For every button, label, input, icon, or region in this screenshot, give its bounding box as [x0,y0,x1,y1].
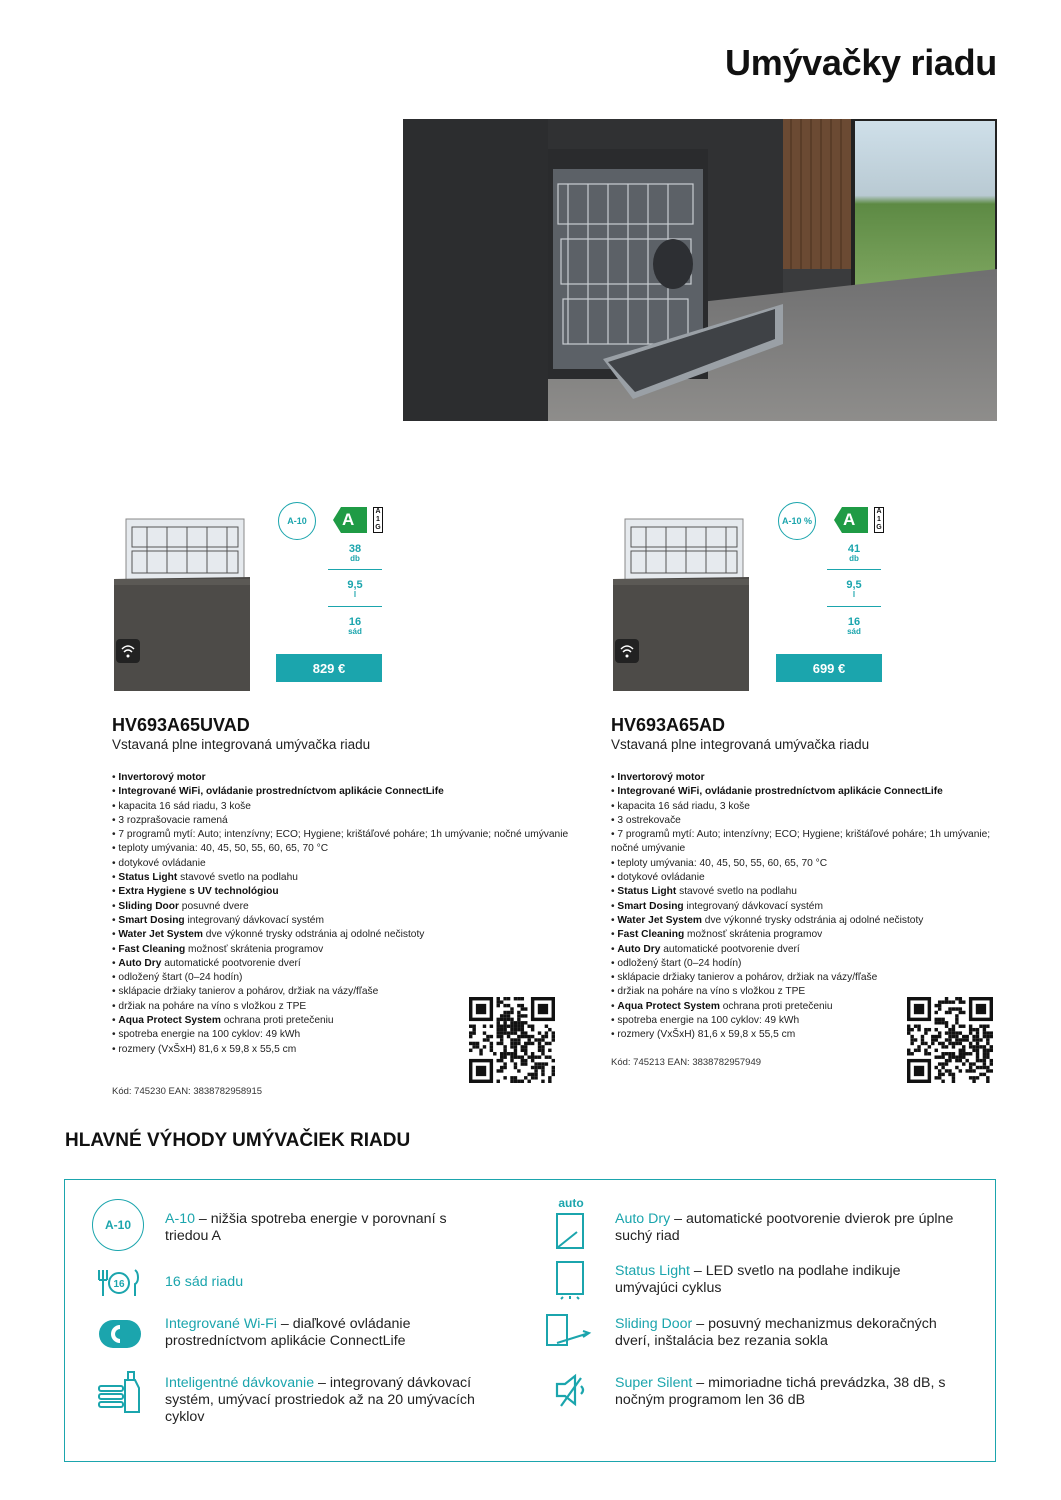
feature-item-text: teploty umývania: 40, 45, 50, 55, 60, 65, 70 °C [617,857,828,869]
feature-item: • Fast Cleaning možnosť skrátenia programov [611,929,823,941]
feature-item-bold: Invertorový motor [118,772,206,783]
benefit-dosing-text: – integrovaný dávkovací systém, umývací prostriedok až na 20 umývacích cyklov [165,1375,475,1425]
benefit-autodry-text: – automatické pootvorenie dvierok pre úplne suchý riad [615,1211,954,1244]
feature-item: • držiak na poháre na víno s vložkou z TPE [611,986,806,998]
divider [328,569,382,570]
feature-item: • kapacita 16 sád riadu, 3 koše [112,800,251,812]
capacity-spec [827,617,881,637]
feature-item: • 3 ostrekovače [611,814,681,826]
energy-scale [373,507,383,533]
feature-item-bold: Extra Hygiene s UV technológiou [118,886,279,898]
feature-item-text: sklápacie držiaky tanierov a pohárov, držiak na vázy/fľaše [118,986,379,998]
feature-item-text: 7 programů mytí: Auto; intenzívny; ECO; Hygiene; krištáľové poháre; 1h umývanie; nočné umývanie [611,829,991,855]
auto-dry-label: auto [558,1196,584,1210]
feature-item-bold: Fast Cleaning [617,929,685,941]
energy-efficiency-badge: A-10 % [778,502,816,540]
benefit-sliding [615,1316,975,1350]
sliding-door-icon [543,1313,595,1353]
feature-item-text: spotreba energie na 100 cyklov: 49 kWh [617,1015,800,1027]
noise-value: 38 [348,543,362,555]
feature-item: • dotykové ovládanie [611,872,705,884]
feature-item-bold: Water Jet System [617,914,702,926]
divider [827,606,881,607]
benefit-silent-text: – mimoriadne tichá prevádzka, 38 dB, s nočným programom len 36 dB [615,1375,946,1408]
benefit-wifi-title: Integrované Wi-Fi [165,1316,277,1332]
feature-item-bold: Invertorový motor [617,772,705,783]
benefit-silent-title: Super Silent [615,1375,693,1391]
feature-item: • odložený štart (0–24 hodín) [112,972,243,984]
benefit-dosing-title: Inteligentné dávkovanie [165,1375,315,1391]
benefit-status-title: Status Light [615,1263,690,1279]
product-model: HV693A65AD [611,715,726,735]
feature-item-text: automatické pootvorenie dverí [161,957,301,969]
capacity-unit: sád [348,627,362,636]
feature-item-text: 7 programů mytí: Auto; intenzívny; ECO; Hygiene; krištáľové poháre; 1h umývanie; nočné umývanie [118,829,569,841]
auto-dry-door-icon [551,1212,591,1250]
capacity-spec [328,617,382,637]
benefit-a10-title: A-10 [165,1211,195,1227]
product-model: HV693A65UVAD [112,715,250,735]
feature-item: • sklápacie držiaky tanierov a pohárov, držiak na vázy/fľaše [112,986,379,998]
divider [328,606,382,607]
feature-item-bold: Fast Cleaning [118,943,186,955]
feature-item: • odložený štart (0–24 hodín) [611,957,742,969]
feature-item-bold: Status Light [118,872,178,884]
benefit-sets-title: 16 sád riadu [165,1274,244,1290]
feature-item-text: teploty umývania: 40, 45, 50, 55, 60, 65, 70 °C [118,843,329,855]
benefits-heading: HLAVNÉ VÝHODY UMÝVAČIEK RIADU [65,1130,411,1151]
feature-item: • dotykové ovládanie [112,857,206,869]
feature-item: • rozmery (VxŠxH) 81,6 x 59,8 x 55,5 cm [611,1029,796,1041]
feature-item-bold: Water Jet System [118,929,203,941]
feature-item: • Auto Dry automatické pootvorenie dverí [611,943,800,955]
status-light-icon [551,1260,591,1300]
feature-item-text: kapacita 16 sád riadu, 3 koše [617,800,750,812]
feature-item-text: odložený štart (0–24 hodín) [118,972,243,984]
feature-item: • 7 programů mytí: Auto; intenzívny; ECO; Hygiene; krištáľové poháre; 1h umývanie; nočné umývanie [112,829,569,841]
energy-scale-mid: 1 [376,516,380,523]
feature-item: • Smart Dosing integrovaný dávkovací systém [611,900,823,912]
detergent-dishes-icon [95,1366,145,1416]
cutlery-16-label: 16 [113,1279,125,1290]
benefit-sets [165,1274,485,1291]
benefit-a10-text: – nižšia spotreba energie v porovnaní s triedou A [165,1211,447,1244]
connectlife-icon [98,1319,142,1349]
energy-scale-top: A [375,508,381,515]
energy-badge-icon: A-10 [92,1199,144,1251]
feature-item: • Smart Dosing integrovaný dávkovací systém [112,914,324,926]
feature-item-text: dve výkonné trysky odstránia aj odolné nečistoty [202,929,425,941]
noise-spec [328,544,382,564]
feature-item-text: 3 rozprašovacie ramená [118,814,228,826]
benefit-dosing [165,1375,515,1426]
page-title: Umývačky riadu [725,42,997,83]
feature-item: • Auto Dry automatické pootvorenie dverí [112,957,301,969]
noise-unit: db [350,554,360,563]
capacity-value: 16 [847,616,861,628]
qr-code[interactable] [469,997,555,1083]
benefit-wifi-text: – diaľkové ovládanie prostredníctvom aplikácie ConnectLife [165,1316,411,1349]
feature-item-text: držiak na poháre na víno s vložkou z TPE [617,986,806,998]
feature-item: • Status Light stavové svetlo na podlahu [611,886,797,898]
benefit-a10 [165,1211,485,1245]
feature-item-text: spotreba energie na 100 cyklov: 49 kWh [118,1029,301,1041]
feature-item: • rozmery (VxŠxH) 81,6 x 59,8 x 55,5 cm [112,1043,297,1055]
capacity-value: 16 [348,616,362,628]
feature-item: • Fast Cleaning možnosť skrátenia programov [112,943,324,955]
feature-item-text: stavové svetlo na podlahu [177,872,298,884]
feature-item-bold: Integrované WiFi, ovládanie prostredníctvom aplikácie ConnectLife [118,786,444,798]
feature-item: • Integrované WiFi, ovládanie prostredníctvom aplikácie ConnectLife [611,786,943,798]
cutlery-16-icon [95,1266,143,1298]
price-tag: 829 € [276,654,382,682]
divider [827,569,881,570]
water-value: 9,5 [347,579,363,591]
benefit-silent [615,1375,975,1409]
feature-item-text: odložený štart (0–24 hodín) [617,957,742,969]
qr-code[interactable] [907,997,993,1083]
feature-item-bold: Smart Dosing [118,914,185,926]
water-spec [328,580,382,600]
capacity-unit: sád [847,627,861,636]
product-code: Kód: 745230 EAN: 3838782958915 [112,1086,263,1097]
feature-item-text: dotykové ovládanie [617,872,705,884]
feature-item: • Integrované WiFi, ovládanie prostredníctvom aplikácie ConnectLife [112,786,444,798]
feature-item: • Extra Hygiene s UV technológiou [112,886,279,898]
energy-scale [874,507,884,533]
feature-item-text: 3 ostrekovače [617,814,681,826]
product-code: Kód: 745213 EAN: 3838782957949 [611,1057,762,1068]
feature-item: • 3 rozprašovacie ramená [112,814,228,826]
energy-scale-mid: 1 [877,516,881,523]
feature-item: • Aqua Protect System ochrana proti pretečeniu [611,1000,833,1012]
feature-item-text: integrovaný dávkovací systém [683,900,823,912]
feature-item: • 7 programů mytí: Auto; intenzívny; ECO; Hygiene; krištáľové poháre; 1h umývanie; nočné umývanie [611,829,991,855]
noise-unit: db [849,554,859,563]
feature-item-text: sklápacie držiaky tanierov a pohárov, držiak na vázy/fľaše [617,972,878,984]
water-value: 9,5 [846,579,862,591]
feature-item-text: rozmery (VxŠxH) 81,6 x 59,8 x 55,5 cm [118,1043,297,1055]
feature-item-text: možnosť skrátenia programov [684,929,823,941]
feature-item-text: dotykové ovládanie [118,857,206,869]
benefit-autodry-title: Auto Dry [615,1211,671,1227]
product-subtitle: Vstavaná plne integrovaná umývačka riadu [611,737,870,752]
benefits-box [64,1179,996,1462]
feature-item-bold: Aqua Protect System [118,1015,221,1027]
feature-item-bold: Auto Dry [118,957,162,969]
silent-icon [551,1370,591,1410]
feature-item: • Invertorový motor [112,772,206,783]
noise-value: 41 [847,543,861,555]
feature-item-text: kapacita 16 sád riadu, 3 koše [118,800,251,812]
energy-class-letter: A [342,510,355,529]
benefit-wifi [165,1316,485,1350]
feature-item: • teploty umývania: 40, 45, 50, 55, 60, 65, 70 °C [112,843,329,855]
benefit-autodry [615,1211,975,1245]
benefit-status [615,1263,955,1297]
feature-item-text: rozmery (VxŠxH) 81,6 x 59,8 x 55,5 cm [617,1029,796,1041]
feature-item: • sklápacie držiaky tanierov a pohárov, držiak na vázy/fľaše [611,972,878,984]
feature-item-bold: Aqua Protect System [617,1000,720,1012]
feature-item-bold: Sliding Door [118,900,179,912]
water-unit: l [852,590,856,599]
feature-item: • Status Light stavové svetlo na podlahu [112,872,298,884]
feature-item-text: integrovaný dávkovací systém [184,914,324,926]
feature-item-text: posuvné dvere [178,900,249,912]
feature-item-bold: Auto Dry [617,943,661,955]
hero-kitchen-photo [403,119,997,421]
water-spec [827,580,881,600]
feature-item: • Invertorový motor [611,772,705,783]
benefit-status-text: – LED svetlo na podlahe indikuje umývajúci cyklus [615,1263,901,1296]
feature-item-text: držiak na poháre na víno s vložkou z TPE [118,1000,307,1012]
benefit-sliding-text: – posuvný mechanizmus dekoračných dverí, inštalácia bez rezania sokla [615,1316,937,1349]
water-unit: l [353,590,357,599]
feature-item: • Water Jet System dve výkonné trysky odstránia aj odolné nečistoty [611,914,924,926]
feature-item: • kapacita 16 sád riadu, 3 koše [611,800,750,812]
feature-item-bold: Status Light [617,886,677,898]
energy-scale-bottom: G [876,524,882,531]
price-tag: 699 € [776,654,882,682]
feature-item-text: automatické pootvorenie dverí [660,943,800,955]
feature-item: • držiak na poháre na víno s vložkou z TPE [112,1000,307,1012]
feature-item-bold: Smart Dosing [617,900,684,912]
feature-item-text: ochrana proti pretečeniu [719,1000,833,1012]
feature-item-text: ochrana proti pretečeniu [220,1015,334,1027]
feature-item: • Water Jet System dve výkonné trysky odstránia aj odolné nečistoty [112,929,425,941]
feature-item: • spotreba energie na 100 cyklov: 49 kWh [112,1029,301,1041]
dishwasher-product-image [112,515,252,693]
feature-item: • Aqua Protect System ochrana proti pretečeniu [112,1015,334,1027]
product-subtitle: Vstavaná plne integrovaná umývačka riadu [112,737,371,752]
energy-scale-top: A [876,508,882,515]
feature-item: • spotreba energie na 100 cyklov: 49 kWh [611,1015,800,1027]
energy-efficiency-badge: A-10 [278,502,316,540]
feature-item: • Sliding Door posuvné dvere [112,900,249,912]
benefit-sliding-title: Sliding Door [615,1316,693,1332]
energy-scale-bottom: G [375,524,381,531]
feature-item-bold: Integrované WiFi, ovládanie prostredníctvom aplikácie ConnectLife [617,786,943,798]
feature-item-text: možnosť skrátenia programov [185,943,324,955]
feature-item-text: dve výkonné trysky odstránia aj odolné nečistoty [701,914,924,926]
feature-item-text: stavové svetlo na podlahu [676,886,797,898]
energy-class-letter: A [843,510,856,529]
noise-spec [827,544,881,564]
dishwasher-product-image [611,515,751,693]
feature-item: • teploty umývania: 40, 45, 50, 55, 60, 65, 70 °C [611,857,828,869]
